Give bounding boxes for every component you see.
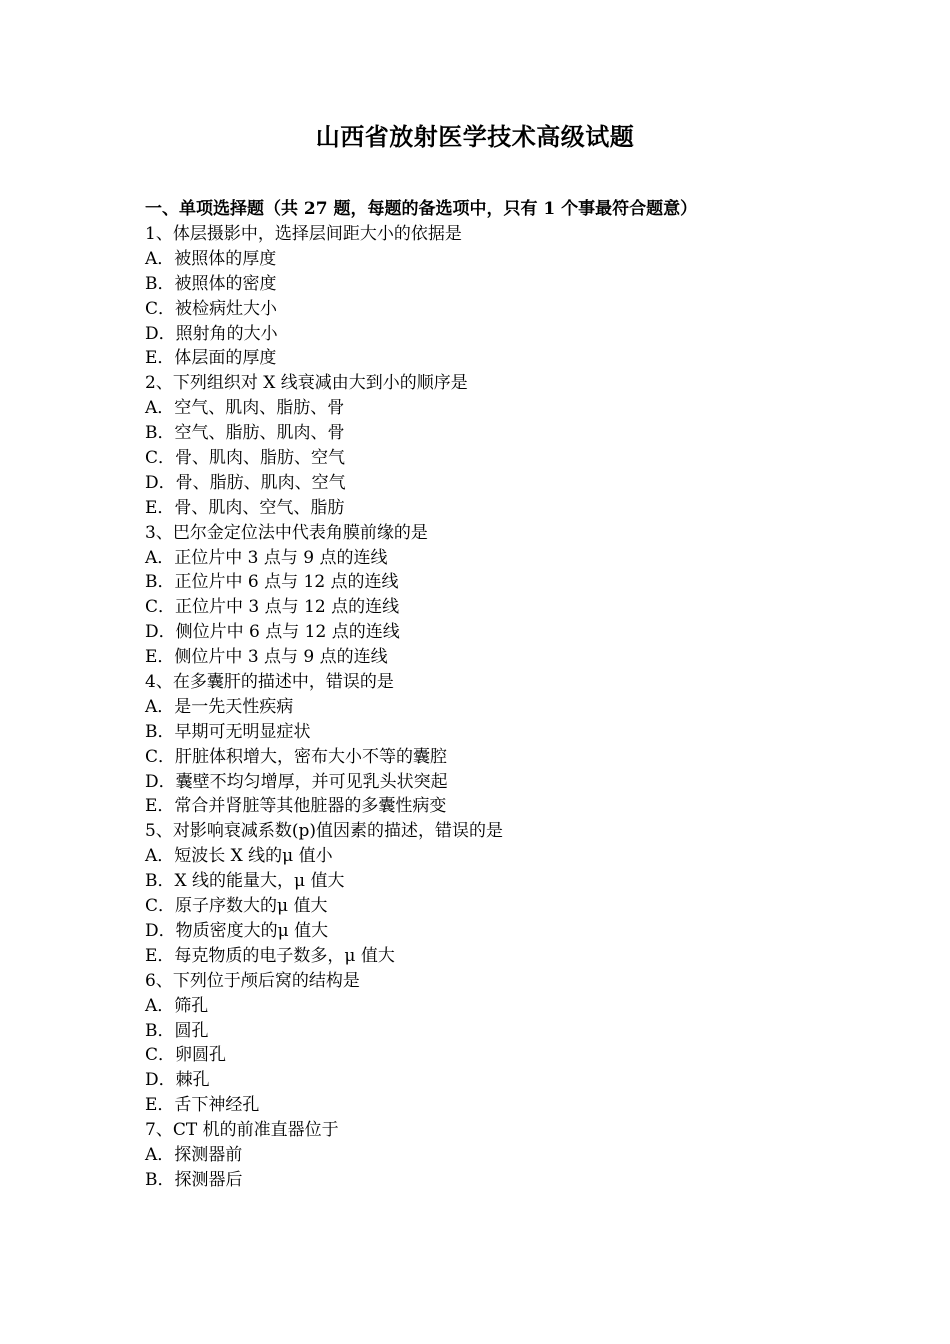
answer-option: A．筛孔 [145,995,209,1016]
question-stem: 2、下列组织对 X 线衰减由大到小的顺序是 [145,373,468,394]
answer-option: D．照射角的大小 [145,323,278,344]
section-heading: 一、单项选择题（共 27 题，每题的备选项中，只有 1 个事最符合题意） [145,199,698,219]
question-stem: 6、下列位于颅后窝的结构是 [145,970,360,991]
answer-option: C．原子序数大的μ 值大 [145,896,328,917]
answer-option: B．探测器后 [145,1169,243,1190]
answer-option: C．肝脏体积增大，密布大小不等的囊腔 [145,746,448,767]
answer-option: A．短波长 X 线的μ 值小 [145,846,333,867]
answer-option: C．卵圆孔 [145,1045,227,1066]
answer-option: A．被照体的厚度 [145,248,277,269]
question-stem: 1、体层摄影中，选择层间距大小的依据是 [145,224,462,244]
answer-option: B．正位片中 6 点与 12 点的连线 [145,572,399,593]
answer-option: C．被检病灶大小 [145,298,278,319]
answer-option: A．正位片中 3 点与 9 点的连线 [145,547,388,568]
answer-option: B．空气、脂肪、肌肉、骨 [145,423,345,444]
question-stem: 5、对影响衰减系数(p)值因素的描述，错误的是 [145,821,503,842]
answer-option: C．骨、肌肉、脂肪、空气 [145,448,346,469]
question-stem: 7、CT 机的前准直器位于 [145,1120,339,1141]
answer-option: B．被照体的密度 [145,273,277,294]
page-title: 山西省放射医学技术高级试题 [315,122,635,151]
answer-option: E．骨、肌肉、空气、脂肪 [145,497,345,518]
answer-option: E．常合并肾脏等其他脏器的多囊性病变 [145,796,447,817]
answer-option: A．空气、肌肉、脂肪、骨 [145,398,345,419]
question-stem: 4、在多囊肝的描述中，错误的是 [145,672,394,693]
question-list [145,222,845,1193]
answer-option: A．探测器前 [145,1144,243,1165]
answer-option: E．侧位片中 3 点与 9 点的连线 [145,647,388,668]
answer-option: D．骨、脂肪、肌肉、空气 [145,472,346,493]
answer-option: D．棘孔 [145,1070,210,1091]
answer-option: C．正位片中 3 点与 12 点的连线 [145,597,400,618]
answer-option: B．早期可无明显症状 [145,721,311,742]
answer-option: B．圆孔 [145,1020,209,1041]
answer-option: B．X 线的能量大，μ 值大 [145,871,345,892]
answer-option: D．囊壁不均匀增厚，并可见乳头状突起 [145,771,448,792]
answer-option: A．是一先天性疾病 [145,696,294,717]
answer-option: E．舌下神经孔 [145,1095,260,1116]
answer-option: E．每克物质的电子数多，μ 值大 [145,945,395,966]
question-stem: 3、巴尔金定位法中代表角膜前缘的是 [145,522,428,543]
answer-option: D．物质密度大的μ 值大 [145,920,329,941]
answer-option: E．体层面的厚度 [145,348,277,369]
answer-option: D．侧位片中 6 点与 12 点的连线 [145,622,400,643]
